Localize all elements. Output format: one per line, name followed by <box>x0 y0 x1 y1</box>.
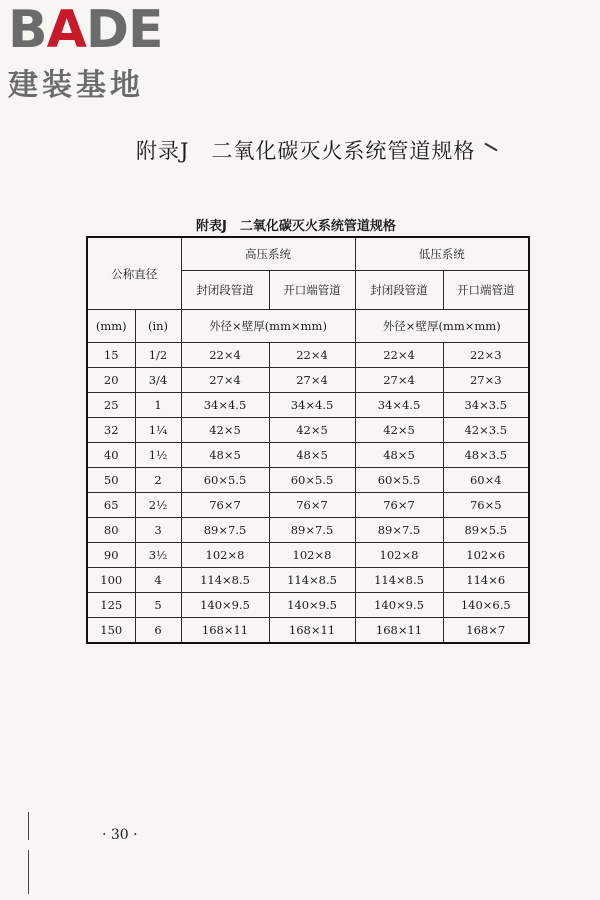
table-cell: 102×6 <box>443 543 529 568</box>
table-cell: 89×7.5 <box>181 518 269 543</box>
table-cell: 27×3 <box>443 368 529 393</box>
table-cell: 42×5 <box>355 418 443 443</box>
table-cell: 27×4 <box>355 368 443 393</box>
table-cell: 140×9.5 <box>355 593 443 618</box>
table-cell: 76×7 <box>355 493 443 518</box>
table-cell: 1/2 <box>135 343 181 368</box>
table-cell: 60×4 <box>443 468 529 493</box>
logo-mark <box>8 0 163 60</box>
table-cell: 65 <box>87 493 135 518</box>
pipe-spec-table <box>86 236 530 644</box>
table-cell: 6 <box>135 618 181 644</box>
table-row <box>87 393 529 418</box>
table-cell: 48×3.5 <box>443 443 529 468</box>
table-row <box>87 368 529 393</box>
table-cell: 168×11 <box>269 618 355 644</box>
header-high-pressure: 高压系统 <box>181 237 355 271</box>
table-cell: 140×9.5 <box>269 593 355 618</box>
stray-mark <box>484 143 497 152</box>
table-row <box>87 493 529 518</box>
table-cell: 2 <box>135 468 181 493</box>
table-cell: 114×6 <box>443 568 529 593</box>
table-cell: 114×8.5 <box>269 568 355 593</box>
header-unit-in: (in) <box>135 310 181 343</box>
table-cell: 168×7 <box>443 618 529 644</box>
logo-letter: B <box>8 0 47 60</box>
table-cell: 3 <box>135 518 181 543</box>
table-cell: 89×7.5 <box>355 518 443 543</box>
table-cell: 2½ <box>135 493 181 518</box>
table-row <box>87 443 529 468</box>
table-cell: 102×8 <box>269 543 355 568</box>
table-row <box>87 618 529 644</box>
header-low-od-wall: 外径×壁厚(mm×mm) <box>355 310 529 343</box>
header-nominal-diameter: 公称直径 <box>87 237 181 310</box>
table-cell: 48×5 <box>181 443 269 468</box>
logo <box>8 0 163 104</box>
table-cell: 1½ <box>135 443 181 468</box>
table-cell: 40 <box>87 443 135 468</box>
table-cell: 42×5 <box>269 418 355 443</box>
table-cell: 22×4 <box>355 343 443 368</box>
table-cell: 80 <box>87 518 135 543</box>
page-number: · 30 · <box>102 827 138 843</box>
table-row <box>87 518 529 543</box>
table-cell: 4 <box>135 568 181 593</box>
table-cell: 22×4 <box>181 343 269 368</box>
table-row <box>87 593 529 618</box>
table-cell: 1 <box>135 393 181 418</box>
table-cell: 76×7 <box>269 493 355 518</box>
table-cell: 125 <box>87 593 135 618</box>
table-cell: 89×5.5 <box>443 518 529 543</box>
table-cell: 114×8.5 <box>181 568 269 593</box>
table-cell: 27×4 <box>269 368 355 393</box>
table-cell: 42×3.5 <box>443 418 529 443</box>
table-cell: 22×4 <box>269 343 355 368</box>
scan-artifact <box>28 850 29 894</box>
table-cell: 60×5.5 <box>355 468 443 493</box>
table-row <box>87 418 529 443</box>
page-title: 附录J 二氧化碳灭火系统管道规格 <box>136 139 476 163</box>
table-cell: 140×6.5 <box>443 593 529 618</box>
table-cell: 5 <box>135 593 181 618</box>
table-cell: 1¼ <box>135 418 181 443</box>
table-row <box>87 468 529 493</box>
table-cell: 60×5.5 <box>181 468 269 493</box>
table-row <box>87 568 529 593</box>
table-cell: 27×4 <box>181 368 269 393</box>
table-caption: 附表J 二氧化碳灭火系统管道规格 <box>196 219 396 234</box>
table-cell: 50 <box>87 468 135 493</box>
table-cell: 89×7.5 <box>269 518 355 543</box>
table-cell: 114×8.5 <box>355 568 443 593</box>
header-high-open: 开口端管道 <box>269 271 355 310</box>
scan-artifact <box>28 812 29 840</box>
table-cell: 34×4.5 <box>269 393 355 418</box>
header-low-closed: 封闭段管道 <box>355 271 443 310</box>
logo-subtitle: 建装基地 <box>8 68 144 103</box>
table-cell: 100 <box>87 568 135 593</box>
table-cell: 42×5 <box>181 418 269 443</box>
table-cell: 22×3 <box>443 343 529 368</box>
table-cell: 15 <box>87 343 135 368</box>
table-cell: 34×4.5 <box>181 393 269 418</box>
table-cell: 25 <box>87 393 135 418</box>
table-cell: 140×9.5 <box>181 593 269 618</box>
logo-letter-accent: A <box>46 0 86 60</box>
table-cell: 3/4 <box>135 368 181 393</box>
header-low-pressure: 低压系统 <box>355 237 529 271</box>
table-cell: 76×7 <box>181 493 269 518</box>
header-high-closed: 封闭段管道 <box>181 271 269 310</box>
table-cell: 60×5.5 <box>269 468 355 493</box>
table-cell: 34×3.5 <box>443 393 529 418</box>
table-cell: 102×8 <box>355 543 443 568</box>
table-cell: 168×11 <box>355 618 443 644</box>
table-cell: 76×5 <box>443 493 529 518</box>
table-cell: 168×11 <box>181 618 269 644</box>
table-cell: 150 <box>87 618 135 644</box>
table-cell: 48×5 <box>355 443 443 468</box>
header-high-od-wall: 外径×壁厚(mm×mm) <box>181 310 355 343</box>
header-low-open: 开口端管道 <box>443 271 529 310</box>
table-cell: 90 <box>87 543 135 568</box>
table-cell: 102×8 <box>181 543 269 568</box>
table-row <box>87 543 529 568</box>
table-row <box>87 343 529 368</box>
logo-letters: DE <box>85 0 163 60</box>
table-cell: 20 <box>87 368 135 393</box>
table-cell: 3½ <box>135 543 181 568</box>
table-cell: 48×5 <box>269 443 355 468</box>
table-cell: 32 <box>87 418 135 443</box>
header-unit-mm: (mm) <box>87 310 135 343</box>
table-cell: 34×4.5 <box>355 393 443 418</box>
